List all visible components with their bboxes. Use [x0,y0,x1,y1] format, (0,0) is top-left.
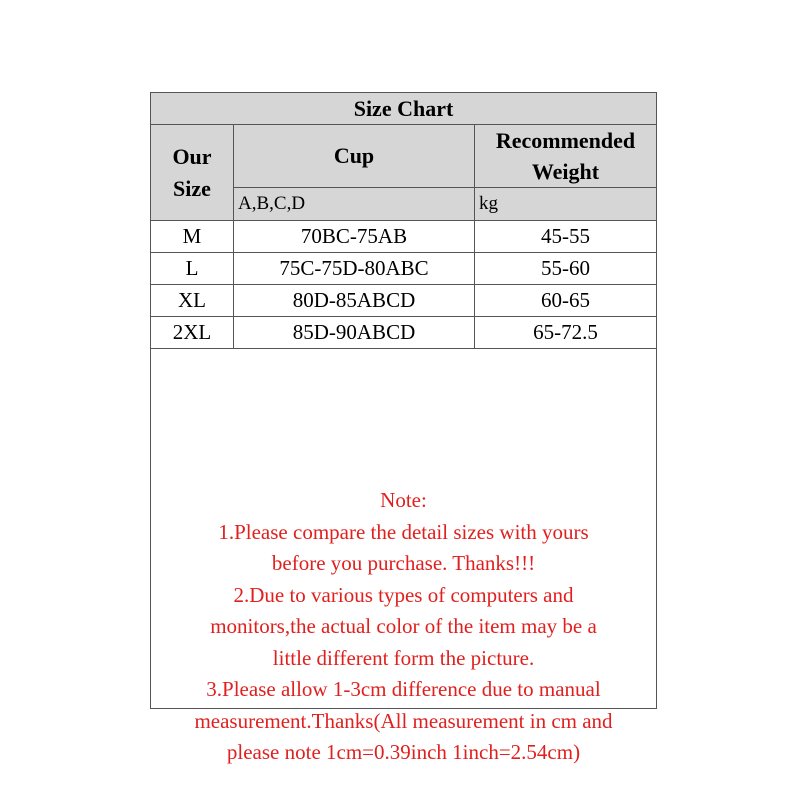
cup-cell: 70BC-75AB [234,221,475,253]
size-cell: M [151,221,234,253]
weight-column-header [475,125,657,188]
weight-cell: 45-55 [475,221,657,253]
weight-header-label: Recommended Weight [495,128,636,184]
weight-cell: 55-60 [475,253,657,285]
size-cell: XL [151,285,234,317]
cup-cell: 80D-85ABCD [234,285,475,317]
weight-cell: 65-72.5 [475,317,657,349]
note-line: please note 1cm=0.39inch 1inch=2.54cm) [226,740,581,764]
size-cell: L [151,253,234,285]
size-cell: 2XL [151,317,234,349]
table-row [151,285,657,317]
size-table [150,92,657,349]
note-line: measurement.Thanks(All measurement in cm and [194,708,613,733]
note-line: 2.Due to various types of computers and [233,582,574,607]
cup-column-header: Cup [234,125,475,188]
table-row [151,221,657,253]
note-line: monitors,the actual color of the item may be a [210,614,597,638]
table-row [151,317,657,349]
note-heading: Note: [380,488,427,512]
weight-unit: kg [475,188,657,221]
table-title: Size Chart [151,93,657,125]
note-line: before you purchase. Thanks!!! [271,551,536,575]
table-row [151,253,657,285]
cup-cell: 75C-75D-80ABC [234,253,475,285]
note-line: little different form the picture. [272,645,535,670]
weight-cell: 60-65 [475,285,657,317]
cup-unit: A,B,C,D [234,188,475,221]
size-header-label: Our Size [172,143,212,201]
note-section [151,389,656,764]
size-chart [150,92,657,764]
note-line: 3.Please allow 1-3cm difference due to manual [206,677,601,701]
cup-cell: 85D-90ABCD [234,317,475,349]
note-line: 1.Please compare the detail sizes with yours [218,519,589,544]
size-column-header [151,125,234,221]
